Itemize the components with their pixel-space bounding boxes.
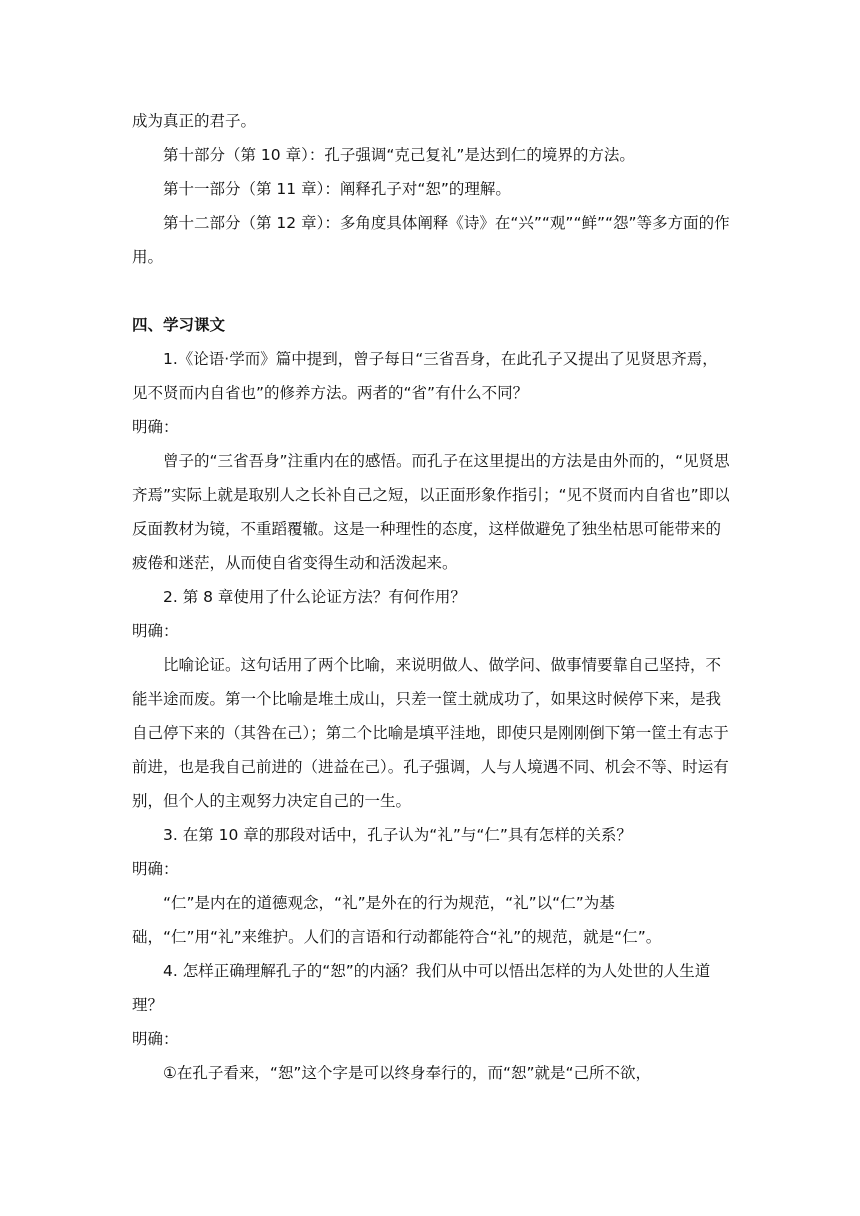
document-body [132,104,732,1090]
answer-4: ①在孔子看来，“恕”这个字是可以终身奉行的，而“恕”就是“己所不欲， [163,1064,652,1082]
answer-3-label: 明确： [132,860,179,878]
section-heading: 四、学习课文 [132,316,226,334]
part-ten: 第十部分（第 10 章）：孔子强调“克己复礼”是达到仁的境界的方法。 [163,146,635,164]
answer-1-label: 明确： [132,418,179,436]
question-1: 1.《论语·学而》篇中提到，曾子每日“三省吾身，在此孔子又提出了见贤思齐焉，见不贤而内自省也”的修养方法。两者的“省”有什么不同？ [132,350,718,402]
question-2: 2. 第 8 章使用了什么论证方法？有何作用？ [163,588,466,606]
answer-2: 比喻论证。这句话用了两个比喻，来说明做人、做学问、做事情要靠自己坚持，不能半途而废。第一个比喻是堆土成山，只差一筐土就成功了，如果这时候停下来，是我自己停下来的（其咎在己）；第二个比喻是填平洼地，即使只是刚刚倒下第一筐土有志于前进，也是我自己前进的（进益在己）。孔子强调，人与人境遇不同、机会不等、时运有别，但个人的主观努力决定自己的一生。 [132,656,729,810]
answer-4-label: 明确： [132,1030,179,1048]
answer-3: “仁”是内在的道德观念，“礼”是外在的行为规范，“礼”以“仁”为基础，“仁”用“礼”来维护。人们的言语和行动都能符合“礼”的规范，就是“仁”。 [132,894,662,946]
question-4: 4. 怎样正确理解孔子的“恕”的内涵？我们从中可以悟出怎样的为人处世的人生道理？ [132,962,711,1014]
part-twelve: 第十二部分（第 12 章）：多角度具体阐释《诗》在“兴”“观”“鲜”“怨”等多方面的作用。 [132,214,730,266]
answer-1: 曾子的“三省吾身”注重内在的感悟。而孔子在这里提出的方法是由外而的，“见贤思齐焉”实际上就是取别人之长补自己之短，以正面形象作指引；“见不贤而内自省也”即以反面教材为镜，不重蹈覆辙。这是一种理性的态度，这样做避免了独坐枯思可能带来的疲倦和迷茫，从而使自省变得生动和活泼起来。 [132,452,730,572]
answer-2-label: 明确： [132,622,179,640]
paragraph-continuation: 成为真正的君子。 [132,112,257,130]
part-eleven: 第十一部分（第 11 章）：阐释孔子对“恕”的理解。 [163,180,511,198]
question-3: 3. 在第 10 章的那段对话中，孔子认为“礼”与“仁”具有怎样的关系？ [163,826,632,844]
